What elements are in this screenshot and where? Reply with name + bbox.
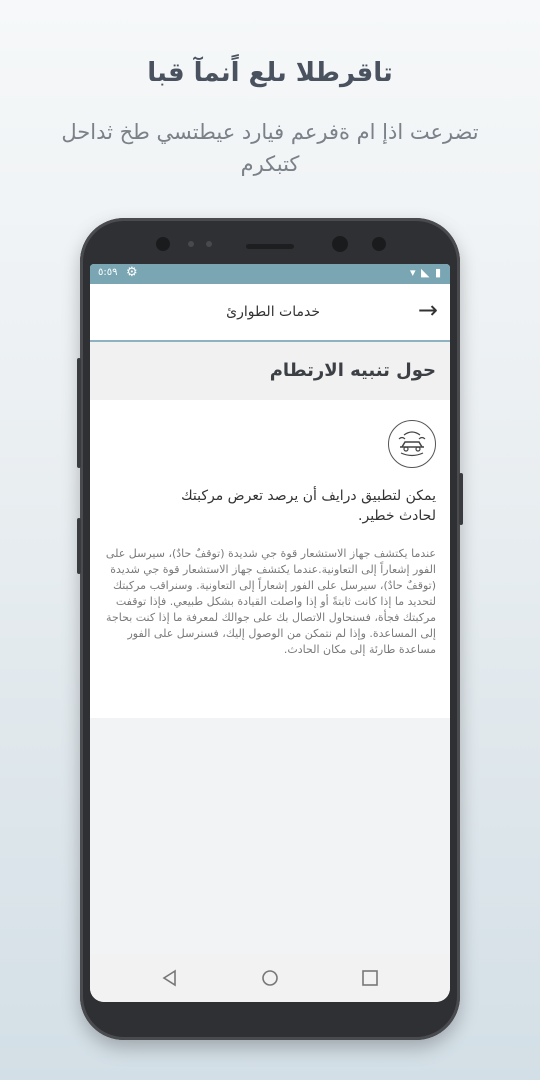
- promo-subtitle: تضرعت اذإ ام ةفرعم فيارد عيطتسي طخ ثداحل كتبكرم: [61, 120, 479, 176]
- crash-car-icon: [388, 420, 436, 468]
- sensor-icon-2: [206, 241, 212, 247]
- battery-icon: ▮: [434, 266, 442, 279]
- lead-text: يمكن لتطبيق درايف أن يرصد تعرض مركبتك لحادث خطير.: [181, 488, 436, 524]
- sensor-icon: [188, 241, 194, 247]
- status-icons: [410, 266, 442, 279]
- recents-square-icon[interactable]: [358, 966, 382, 990]
- signal-icon: ◣: [420, 266, 431, 279]
- nav-bar: [90, 954, 450, 1002]
- gear-icon: ⚙: [126, 265, 138, 280]
- page-title: حول تنبيه الارتطام: [269, 360, 436, 381]
- back-triangle-icon[interactable]: [158, 966, 182, 990]
- content-card: [90, 400, 450, 718]
- promo-title: تاقرطلا ىلع اًنمآ قبا: [147, 58, 393, 88]
- section-header: [90, 342, 450, 400]
- status-bar: [90, 264, 450, 284]
- app-bar: [90, 284, 450, 342]
- body-text: عندما يكتشف جهاز الاستشعار قوة جي شديدة (توقفٌ حادٌ)، سيرسل على الفور إشعاراً إلى التعاونية.عندما يكتشف جهاز الاستشعار قوة جي شديدة (توقفٌ حادٌ)، سيرسل على الفور إشعاراً إلى التعاونية. وسنراقب مركبتك لتحديد ما إذا كانت ثابتةً أو إذا واصلت القيادة بشكل طبيعي. فإذا توقفت مركبتك فجأة، فسنحاول الاتصال بك على جوالك لمعرفة ما إذا كنت بحاجة إلى المساعدة. وإذا لم نتمكن من الوصول إليك، فسنرسل على الفور مساعدة طارئة إلى مكان الحادث.: [105, 547, 436, 656]
- camera-icon-2: [372, 237, 386, 251]
- earpiece-speaker: [246, 244, 294, 249]
- phone-screen: [90, 264, 450, 1002]
- phone-frame: [80, 218, 460, 1040]
- camera-icon: [332, 236, 348, 252]
- phone-side-button-left-2: [77, 518, 81, 574]
- front-camera-icon: [156, 237, 170, 251]
- app-bar-title: خدمات الطوارئ: [226, 304, 320, 320]
- wifi-icon: ▾: [409, 266, 417, 279]
- home-circle-icon[interactable]: [258, 966, 282, 990]
- phone-side-button-left: [77, 358, 81, 468]
- phone-side-button-right: [459, 473, 463, 525]
- arrow-right-icon[interactable]: →: [417, 296, 438, 324]
- status-time: ٥:٥٩: [98, 267, 118, 278]
